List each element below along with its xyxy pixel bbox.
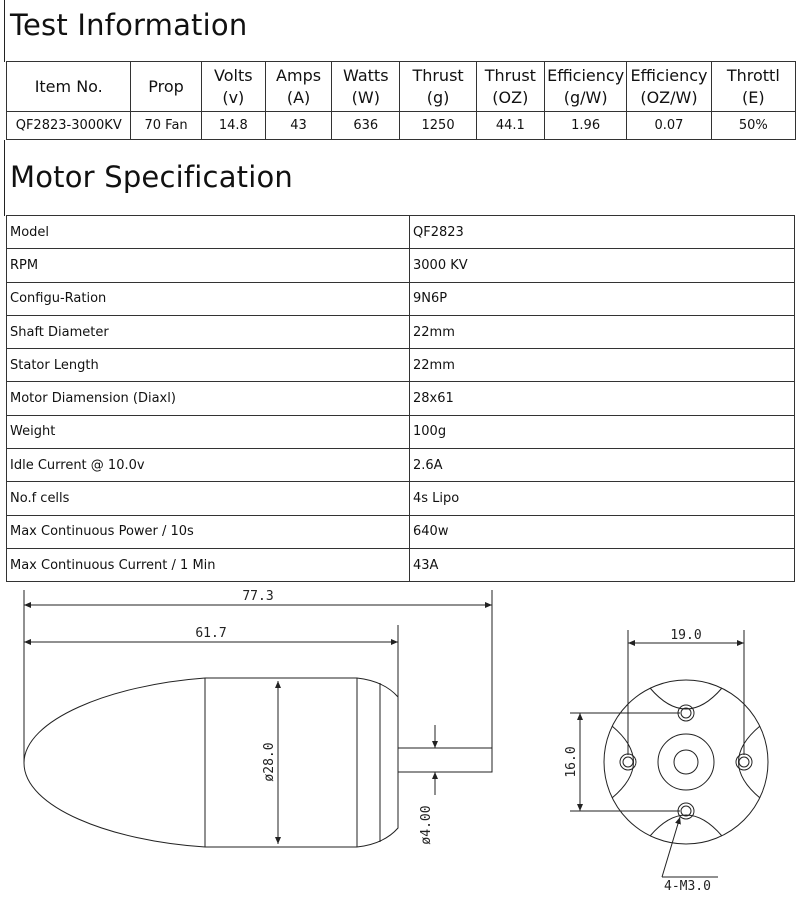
test-header-label: Thrust [412,65,464,85]
motor-shaft [398,748,492,772]
test-information-table [6,61,796,140]
motor-specification-title: Motor Specification [10,160,294,194]
spec-row [7,349,795,382]
test-header-cell [627,62,711,112]
test-header-label: Item No. [34,76,103,96]
spec-value: 9N6P [410,282,795,315]
spec-row [7,415,795,448]
spec-key: Shaft Diameter [7,315,410,348]
spec-key: No.f cells [7,482,410,515]
test-information-title: Test Information [10,8,248,42]
test-header-cell [476,62,544,112]
spec-value: 22mm [410,315,795,348]
test-header-cell [332,62,400,112]
spec-value: 3000 KV [410,249,795,282]
test-header-label: Prop [148,76,184,96]
spec-key: Idle Current @ 10.0v [7,449,410,482]
test-header-label: Thrust [484,65,536,85]
left-border-middle [4,140,5,216]
spec-value: 43A [410,548,795,581]
test-header-label: Efficiency [547,65,625,85]
spec-key: Configu-Ration [7,282,410,315]
mount-holes [620,705,752,819]
spec-row [7,482,795,515]
test-data-cell: 1.96 [544,112,626,140]
motor-hub [658,734,714,790]
test-table-data-row [7,112,796,140]
spec-key: RPM [7,249,410,282]
test-data-cell: 14.8 [201,112,265,140]
spec-row [7,515,795,548]
spec-row [7,315,795,348]
spec-key: Stator Length [7,349,410,382]
test-data-cell: 43 [265,112,331,140]
spec-value: 4s Lipo [410,482,795,515]
motor-cone-outline [24,678,205,847]
test-header-cell [711,62,795,112]
test-data-cell: 636 [332,112,400,140]
hole-spacing-vertical-label: 16.0 [564,746,579,778]
test-header-cell [400,62,476,112]
spec-value: 22mm [410,349,795,382]
spec-row [7,282,795,315]
spec-value: 100g [410,415,795,448]
left-border-top [4,0,5,62]
motor-specification-table [6,215,795,582]
spec-row [7,216,795,249]
test-header-label: Volts [214,65,253,85]
test-header-cell [544,62,626,112]
body-diameter-label: ø28.0 [262,742,277,782]
body-length-label: 61.7 [195,626,227,641]
test-header-unit: (g/W) [563,87,608,107]
motor-front-view [570,630,768,877]
spec-row [7,382,795,415]
test-data-cell: 70 Fan [131,112,201,140]
test-data-cell: 0.07 [627,112,711,140]
overall-length-label: 77.3 [242,589,274,604]
test-header-unit: (E) [742,87,765,107]
test-header-cell [201,62,265,112]
test-header-label: Efficiency [630,65,708,85]
test-header-unit: (W) [351,87,380,107]
test-header-cell [7,62,131,112]
spec-value: 2.6A [410,449,795,482]
test-data-cell: 1250 [400,112,476,140]
shaft-diameter-label: ø4.00 [419,805,434,845]
spec-key: Max Continuous Current / 1 Min [7,548,410,581]
test-header-unit: (A) [286,87,311,107]
mount-holes-label: 4-M3.0 [664,879,711,894]
test-header-unit: (OZ/W) [640,87,698,107]
spec-value: QF2823 [410,216,795,249]
test-header-unit: (g) [426,87,450,107]
hole-spacing-horizontal-label: 19.0 [670,628,702,643]
spec-key: Model [7,216,410,249]
test-header-label: Throttl [726,65,780,85]
test-data-cell: 44.1 [476,112,544,140]
test-header-unit: (v) [222,87,245,107]
test-table-header-row [7,62,796,112]
test-header-cell [131,62,201,112]
spec-value: 28x61 [410,382,795,415]
test-header-label: Amps [276,65,322,85]
motor-dimension-drawing [0,585,800,900]
test-data-cell: QF2823-3000KV [7,112,131,140]
test-header-unit: (OZ) [492,87,529,107]
spec-key: Max Continuous Power / 10s [7,515,410,548]
spec-row [7,249,795,282]
spec-value: 640w [410,515,795,548]
spec-key: Weight [7,415,410,448]
spec-row [7,449,795,482]
test-header-cell [265,62,331,112]
spec-key: Motor Diamension (Diaxl) [7,382,410,415]
test-data-cell: 50% [711,112,795,140]
spec-row [7,548,795,581]
test-header-label: Watts [343,65,389,85]
